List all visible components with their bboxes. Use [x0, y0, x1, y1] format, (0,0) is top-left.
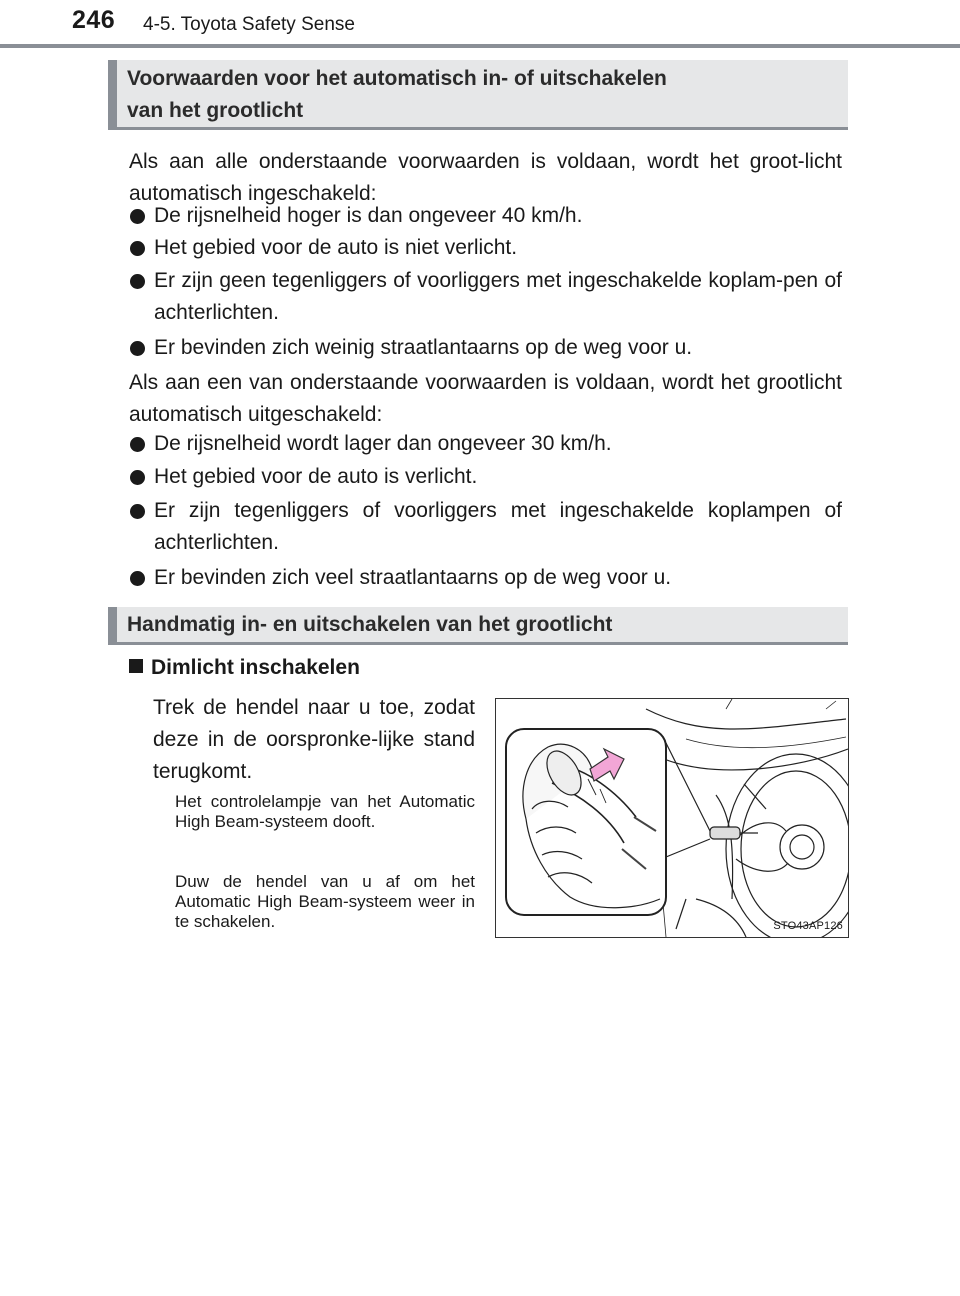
heading-line-1: Voorwaarden voor het automatisch in- of uitschakelen [127, 67, 667, 90]
square-bullet-icon [129, 659, 143, 673]
list-item-text: Er zijn geen tegenliggers of voorliggers met ingeschakelde koplam-pen of achterlichten. [154, 269, 842, 324]
subheading-dipped-beam [129, 653, 360, 683]
heading-text [127, 63, 838, 127]
heading-accent-bar [108, 60, 117, 127]
on-conditions-intro: Als aan alle onderstaande voorwaarden is voldaan, wordt het groot-licht automatisch ingeschakeld: [129, 150, 842, 205]
bullet-dot [130, 504, 145, 519]
illustration-drawing [496, 699, 849, 938]
bullet-dot [130, 571, 145, 586]
instruction-text: Trek de hendel naar u toe, zodat deze in de oorspronke-lijke stand terugkomt. [153, 696, 475, 783]
list-item-text: Er bevinden zich veel straatlantaarns op de weg voor u. [154, 566, 672, 589]
note-text: Het controlelampje van het Automatic High Beam-systeem dooft. [175, 792, 475, 831]
bullet-dot [130, 241, 145, 256]
off-conditions-intro: Als aan een van onderstaande voorwaarden is voldaan, wordt het grootlicht automatisch uitgeschakeld: [129, 371, 842, 426]
page-number: 246 [72, 6, 116, 34]
heading-text: Handmatig in- en uitschakelen van het grootlicht [127, 613, 613, 636]
bullet-dot [130, 470, 145, 485]
list-item-text: Het gebied voor de auto is niet verlicht. [154, 236, 518, 259]
list-item-text: Er zijn tegenliggers of voorliggers met ingeschakelde koplampen of achterlichten. [154, 499, 842, 554]
heading-accent-bar [108, 607, 117, 642]
bullet-dot [130, 274, 145, 289]
subheading-text: Dimlicht inschakelen [151, 656, 360, 679]
lever-illustration [495, 698, 849, 938]
section-title: 4-5. Toyota Safety Sense [143, 14, 355, 35]
list-item-text: De rijsnelheid hoger is dan ongeveer 40 km/h. [154, 204, 583, 227]
section-heading-manual [108, 607, 848, 645]
heading-line-2: van het grootlicht [127, 99, 304, 122]
list-item-text: Er bevinden zich weinig straatlantaarns op de weg voor u. [154, 336, 693, 359]
bullet-dot [130, 341, 145, 356]
page-header [0, 0, 960, 48]
list-item-text: Het gebied voor de auto is verlicht. [154, 465, 478, 488]
header-divider [0, 44, 960, 48]
note-text: Duw de hendel van u af om het Automatic High Beam-systeem weer in te schakelen. [175, 872, 475, 931]
list-item-text: De rijsnelheid wordt lager dan ongeveer 30 km/h. [154, 432, 612, 455]
bullet-dot [130, 437, 145, 452]
figure-code: STO43AP126 [773, 920, 843, 932]
bullet-dot [130, 209, 145, 224]
section-heading-auto-conditions [108, 60, 848, 130]
